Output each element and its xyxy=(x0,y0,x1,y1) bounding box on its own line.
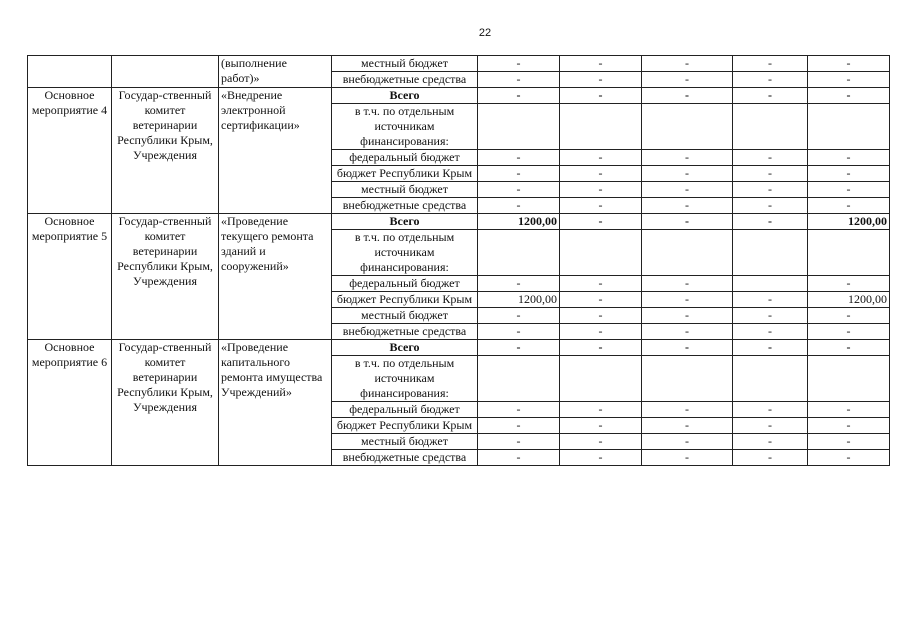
activity-name-cell: Основное мероприятие 5 xyxy=(28,214,112,340)
funding-source-cell: бюджет Республики Крым xyxy=(332,418,478,434)
value-cell: - xyxy=(808,450,890,466)
value-cell: - xyxy=(733,166,808,182)
value-cell: - xyxy=(733,450,808,466)
value-cell: - xyxy=(642,150,733,166)
value-cell: - xyxy=(642,308,733,324)
value-cell: - xyxy=(808,276,890,292)
value-cell: - xyxy=(560,308,642,324)
empty-cell xyxy=(478,356,560,402)
executor-cell: Государ-ственный комитет ветеринарии Республики Крым, Учреждения xyxy=(112,88,219,214)
executor-cell: Государ-ственный комитет ветеринарии Республики Крым, Учреждения xyxy=(112,214,219,340)
value-cell: - xyxy=(478,402,560,418)
value-cell: - xyxy=(808,434,890,450)
total-label-cell: Всего xyxy=(332,340,478,356)
funding-source-cell: бюджет Республики Крым xyxy=(332,292,478,308)
value-cell: - xyxy=(808,150,890,166)
value-cell: - xyxy=(642,292,733,308)
value-cell: - xyxy=(560,276,642,292)
value-cell: - xyxy=(478,276,560,292)
total-label-cell: Всего xyxy=(332,88,478,104)
value-cell: - xyxy=(560,182,642,198)
value-cell: - xyxy=(733,56,808,72)
funding-subheader-cell: в т.ч. по отдельным источникам финансирования: xyxy=(332,230,478,276)
value-cell: - xyxy=(733,198,808,214)
value-cell: - xyxy=(733,434,808,450)
empty-cell xyxy=(642,356,733,402)
value-cell: - xyxy=(642,214,733,230)
value-cell: - xyxy=(808,182,890,198)
value-cell: - xyxy=(560,72,642,88)
value-cell: - xyxy=(560,88,642,104)
activity-title-cell: «Проведение текущего ремонта зданий и сооружений» xyxy=(219,214,332,340)
activity-title-line: (выполнение xyxy=(221,56,287,70)
value-cell: - xyxy=(808,56,890,72)
value-cell: - xyxy=(808,324,890,340)
value-cell: - xyxy=(733,214,808,230)
table-row xyxy=(28,214,890,230)
value-cell: 1200,00 xyxy=(808,214,890,230)
page-number: 22 xyxy=(478,27,492,39)
empty-cell xyxy=(808,356,890,402)
funding-source-cell: внебюджетные средства xyxy=(332,72,478,88)
value-cell: - xyxy=(808,308,890,324)
value-cell: - xyxy=(642,56,733,72)
value-cell: - xyxy=(642,450,733,466)
value-cell: - xyxy=(560,324,642,340)
value-cell: - xyxy=(478,434,560,450)
funding-source-cell: федеральный бюджет xyxy=(332,402,478,418)
value-cell: - xyxy=(642,88,733,104)
value-cell: - xyxy=(560,402,642,418)
funding-source-cell: местный бюджет xyxy=(332,308,478,324)
activity-title-cell: «Внедрение электронной сертификации» xyxy=(219,88,332,214)
empty-cell xyxy=(478,230,560,276)
budget-table xyxy=(27,55,890,466)
value-cell: - xyxy=(478,150,560,166)
value-cell: - xyxy=(478,166,560,182)
value-cell: - xyxy=(478,450,560,466)
activity-title-cell: «Проведение капитального ремонта имущества Учреждений» xyxy=(219,340,332,466)
value-cell: - xyxy=(808,418,890,434)
value-cell: - xyxy=(642,340,733,356)
value-cell: - xyxy=(808,72,890,88)
value-cell: - xyxy=(733,88,808,104)
value-cell: - xyxy=(642,72,733,88)
value-cell: - xyxy=(642,182,733,198)
value-cell: - xyxy=(733,150,808,166)
table-row xyxy=(28,56,890,72)
empty-cell xyxy=(560,356,642,402)
table-row xyxy=(28,340,890,356)
value-cell: - xyxy=(560,150,642,166)
funding-source-cell: федеральный бюджет xyxy=(332,276,478,292)
value-cell: - xyxy=(478,198,560,214)
activity-name-cell: Основное мероприятие 6 xyxy=(28,340,112,466)
budget-table-body xyxy=(28,56,890,466)
value-cell: - xyxy=(560,418,642,434)
activity-name-cell xyxy=(28,56,112,88)
value-cell: - xyxy=(733,340,808,356)
value-cell: - xyxy=(560,214,642,230)
value-cell: - xyxy=(808,402,890,418)
value-cell: - xyxy=(478,418,560,434)
value-cell: - xyxy=(733,418,808,434)
value-cell: - xyxy=(733,308,808,324)
activity-title-cell xyxy=(219,56,332,88)
value-cell: - xyxy=(642,198,733,214)
funding-source-cell: местный бюджет xyxy=(332,56,478,72)
value-cell: - xyxy=(808,88,890,104)
value-cell: - xyxy=(642,166,733,182)
value-cell xyxy=(733,276,808,292)
empty-cell xyxy=(642,230,733,276)
value-cell: - xyxy=(478,324,560,340)
value-cell: - xyxy=(808,340,890,356)
value-cell: - xyxy=(478,72,560,88)
value-cell: - xyxy=(560,166,642,182)
value-cell: - xyxy=(560,340,642,356)
value-cell: - xyxy=(478,56,560,72)
value-cell: - xyxy=(478,340,560,356)
value-cell: - xyxy=(560,450,642,466)
activity-name-cell: Основное мероприятие 4 xyxy=(28,88,112,214)
funding-source-cell: местный бюджет xyxy=(332,182,478,198)
funding-source-cell: внебюджетные средства xyxy=(332,450,478,466)
table-row xyxy=(28,88,890,104)
value-cell: - xyxy=(733,402,808,418)
value-cell: - xyxy=(733,72,808,88)
empty-cell xyxy=(478,104,560,150)
value-cell: - xyxy=(560,56,642,72)
value-cell: - xyxy=(733,182,808,198)
empty-cell xyxy=(733,356,808,402)
funding-subheader-cell: в т.ч. по отдельным источникам финансирования: xyxy=(332,356,478,402)
value-cell: - xyxy=(560,434,642,450)
funding-source-cell: федеральный бюджет xyxy=(332,150,478,166)
empty-cell xyxy=(560,104,642,150)
total-label-cell: Всего xyxy=(332,214,478,230)
funding-subheader-cell: в т.ч. по отдельным источникам финансирования: xyxy=(332,104,478,150)
value-cell: 1200,00 xyxy=(478,292,560,308)
value-cell: - xyxy=(733,324,808,340)
value-cell: - xyxy=(478,182,560,198)
empty-cell xyxy=(560,230,642,276)
funding-source-cell: внебюджетные средства xyxy=(332,198,478,214)
value-cell: - xyxy=(478,88,560,104)
value-cell: - xyxy=(642,402,733,418)
funding-source-cell: бюджет Республики Крым xyxy=(332,166,478,182)
value-cell: 1200,00 xyxy=(478,214,560,230)
funding-source-cell: местный бюджет xyxy=(332,434,478,450)
empty-cell xyxy=(808,104,890,150)
value-cell: - xyxy=(733,292,808,308)
empty-cell xyxy=(808,230,890,276)
value-cell: 1200,00 xyxy=(808,292,890,308)
value-cell: - xyxy=(642,418,733,434)
value-cell: - xyxy=(478,308,560,324)
value-cell: - xyxy=(642,276,733,292)
value-cell: - xyxy=(560,292,642,308)
value-cell: - xyxy=(808,166,890,182)
activity-title-line: работ)» xyxy=(221,71,260,85)
value-cell: - xyxy=(808,198,890,214)
value-cell: - xyxy=(642,434,733,450)
value-cell: - xyxy=(560,198,642,214)
executor-cell xyxy=(112,56,219,88)
empty-cell xyxy=(642,104,733,150)
value-cell: - xyxy=(642,324,733,340)
executor-cell: Государ-ственный комитет ветеринарии Республики Крым, Учреждения xyxy=(112,340,219,466)
empty-cell xyxy=(733,104,808,150)
empty-cell xyxy=(733,230,808,276)
funding-source-cell: внебюджетные средства xyxy=(332,324,478,340)
